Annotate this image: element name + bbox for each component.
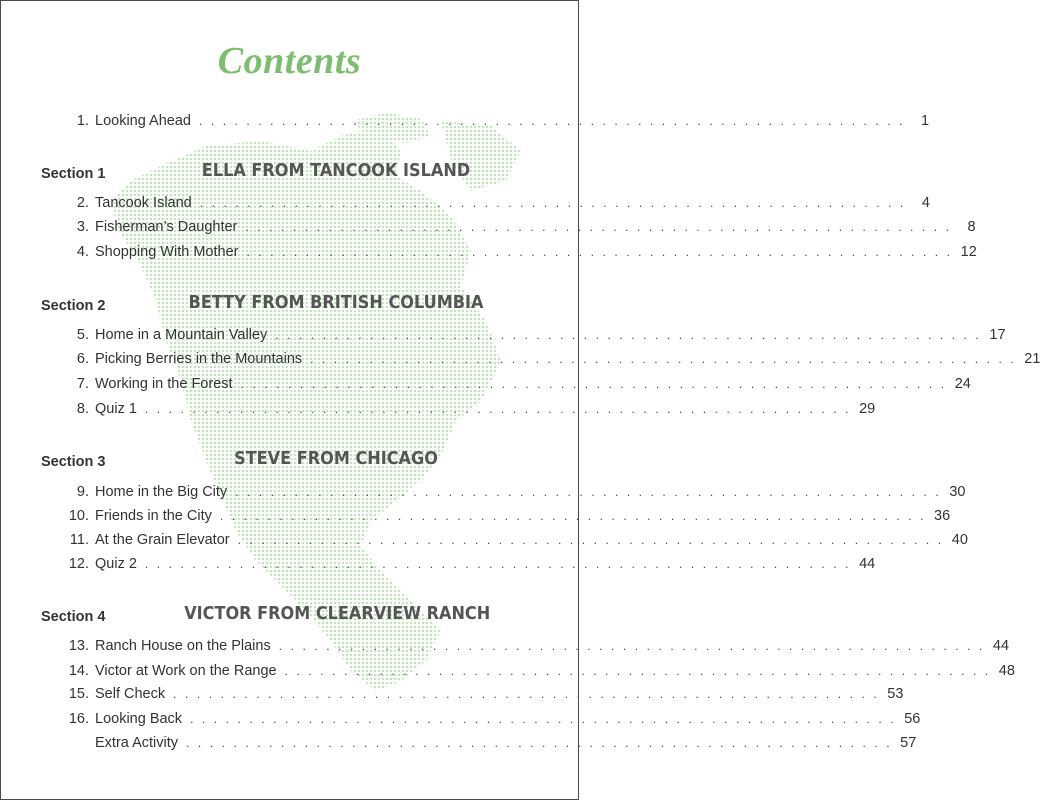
toc-entry[interactable] [61,111,930,131]
toc-entry[interactable] [61,349,1040,369]
toc-entry[interactable] [61,399,876,419]
entry-title: Home in a Mountain Valley [95,327,268,343]
toc-entry[interactable] [61,506,951,526]
leader-dots: . . . . . . . . . . . . . . . . . . . . . . . . . . . . . . . . . . . . . . . . . . . . . . . . . . . . . . . . . . . . [246,245,953,259]
leader-dots: . . . . . . . . . . . . . . . . . . . . . . . . . . . . . . . . . . . . . . . . . . . . . . . . . . . . . . . . . . . . [310,352,1017,366]
toc-entry[interactable] [61,554,876,574]
entry-title: Fisherman’s Daughter [95,219,238,235]
entry-title: Quiz 2 [95,556,137,572]
entry-page-number: 44 [992,638,1010,654]
toc-entry[interactable] [61,374,971,394]
leader-dots: . . . . . . . . . . . . . . . . . . . . . . . . . . . . . . . . . . . . . . . . . . . . . . . . . . . . . . . . . . . . [190,712,897,726]
entry-title: Extra Activity [95,735,178,751]
entry-title: Victor at Work on the Range [95,663,277,679]
entry-title: Self Check [95,686,166,702]
entry-number: 16. [68,711,89,727]
entry-number: 12. [68,556,89,572]
section-label: Section 2 [41,298,106,314]
entry-page-number: 40 [951,532,968,548]
toc-entry[interactable] [61,636,1010,656]
entry-number: 8. [76,401,89,417]
leader-dots: . . . . . . . . . . . . . . . . . . . . . . . . . . . . . . . . . . . . . . . . . . . . . . . . . . . . . . . . . . . . [198,114,906,128]
entry-title: Looking Back [95,711,183,727]
entry-page-number: 17 [989,327,1006,343]
entry-page-number: 48 [998,663,1015,679]
leader-dots: . . . . . . . . . . . . . . . . . . . . . . . . . . . . . . . . . . . . . . . . . . . . . . . . . . . . . . . . . . . . [284,664,991,678]
toc-entry[interactable] [61,482,966,502]
entry-page-number: 21 [1024,351,1040,367]
section-title: VICTOR FROM CLEARVIEW RANCH [184,604,491,624]
entry-page-number: 57 [900,735,917,751]
leader-dots: . . . . . . . . . . . . . . . . . . . . . . . . . . . . . . . . . . . . . . . . . . . . . . . . . . . . . . . . . . . . [173,687,880,701]
entry-title: Working in the Forest [95,376,233,392]
page-title: Contents [217,40,362,82]
entry-number: 3. [76,219,89,235]
entry-number: 7. [76,376,89,392]
entry-number: 1. [76,113,89,129]
entry-page-number: 8 [967,219,976,235]
entry-title: Home in the Big City [95,484,228,500]
entry-page-number: 29 [859,401,876,417]
entry-page-number: 12 [960,244,977,260]
leader-dots: . . . . . . . . . . . . . . . . . . . . . . . . . . . . . . . . . . . . . . . . . . . . . . . . . . . . . . . . . . . . [144,402,852,416]
toc-entry[interactable] [61,530,968,550]
toc-entry[interactable] [61,325,1006,345]
leader-dots: . . . . . . . . . . . . . . . . . . . . . . . . . . . . . . . . . . . . . . . . . . . . . . . . . . . . . . . . . . . . [219,509,927,523]
entry-title: Friends in the City [95,508,212,524]
entry-number: 11. [69,532,89,548]
toc-entry[interactable] [61,709,921,729]
entry-title: Shopping With Mother [95,244,239,260]
entry-title: Picking Berries in the Mountains [95,351,303,367]
entry-page-number: 4 [921,195,930,211]
entry-page-number: 56 [904,711,921,727]
leader-dots: . . . . . . . . . . . . . . . . . . . . . . . . . . . . . . . . . . . . . . . . . . . . . . . . . . . . . . . . . . . . [278,639,985,653]
entry-number: 9. [76,484,89,500]
section-title: BETTY FROM BRITISH COLUMBIA [188,293,484,313]
entry-number: 5. [76,327,89,343]
entry-number: 4. [76,244,89,260]
section-title: STEVE FROM CHICAGO [234,449,438,469]
toc-entry[interactable] [61,661,1015,681]
entry-page-number: 44 [859,556,876,572]
entry-number: 10. [68,508,89,524]
leader-dots: . . . . . . . . . . . . . . . . . . . . . . . . . . . . . . . . . . . . . . . . . . . . . . . . . . . . . . . . . . . . [275,328,982,342]
entry-title: Looking Ahead [95,113,191,129]
entry-page-number: 1 [921,113,930,129]
entry-number: 13. [68,638,89,654]
toc-entry[interactable] [61,193,930,213]
leader-dots: . . . . . . . . . . . . . . . . . . . . . . . . . . . . . . . . . . . . . . . . . . . . . . . . . . . . . . . . . . . . [144,557,852,571]
section-label: Section 3 [41,454,106,470]
section-label: Section 4 [41,609,106,625]
entry-title: At the Grain Elevator [95,532,230,548]
entry-page-number: 36 [934,508,951,524]
entry-page-number: 30 [949,484,966,500]
toc-entry[interactable] [61,733,917,753]
leader-dots: . . . . . . . . . . . . . . . . . . . . . . . . . . . . . . . . . . . . . . . . . . . . . . . . . . . . . . . . . . . . [235,485,942,499]
toc-entry[interactable] [61,217,976,237]
entry-number: 6. [76,351,89,367]
entry-page-number: 53 [887,686,904,702]
entry-title: Quiz 1 [95,401,137,417]
leader-dots: . . . . . . . . . . . . . . . . . . . . . . . . . . . . . . . . . . . . . . . . . . . . . . . . . . . . . . . . . . . . [186,736,893,750]
entry-title: Ranch House on the Plains [95,638,271,654]
leader-dots: . . . . . . . . . . . . . . . . . . . . . . . . . . . . . . . . . . . . . . . . . . . . . . . . . . . . . . . . . . . . [245,220,952,234]
leader-dots: . . . . . . . . . . . . . . . . . . . . . . . . . . . . . . . . . . . . . . . . . . . . . . . . . . . . . . . . . . . . [240,377,947,391]
entry-number: 15. [68,686,89,702]
leader-dots: . . . . . . . . . . . . . . . . . . . . . . . . . . . . . . . . . . . . . . . . . . . . . . . . . . . . . . . . . . . . [237,533,944,547]
toc-entry[interactable] [61,684,904,704]
section-title: ELLA FROM TANCOOK ISLAND [201,161,471,181]
leader-dots: . . . . . . . . . . . . . . . . . . . . . . . . . . . . . . . . . . . . . . . . . . . . . . . . . . . . . . . . . . . . [199,196,906,210]
toc-entry[interactable] [61,242,977,262]
entry-number: 14. [68,663,89,679]
entry-number: 2. [76,195,89,211]
entry-title: Tancook Island [95,195,192,211]
entry-page-number: 24 [954,376,971,392]
section-label: Section 1 [41,166,106,182]
